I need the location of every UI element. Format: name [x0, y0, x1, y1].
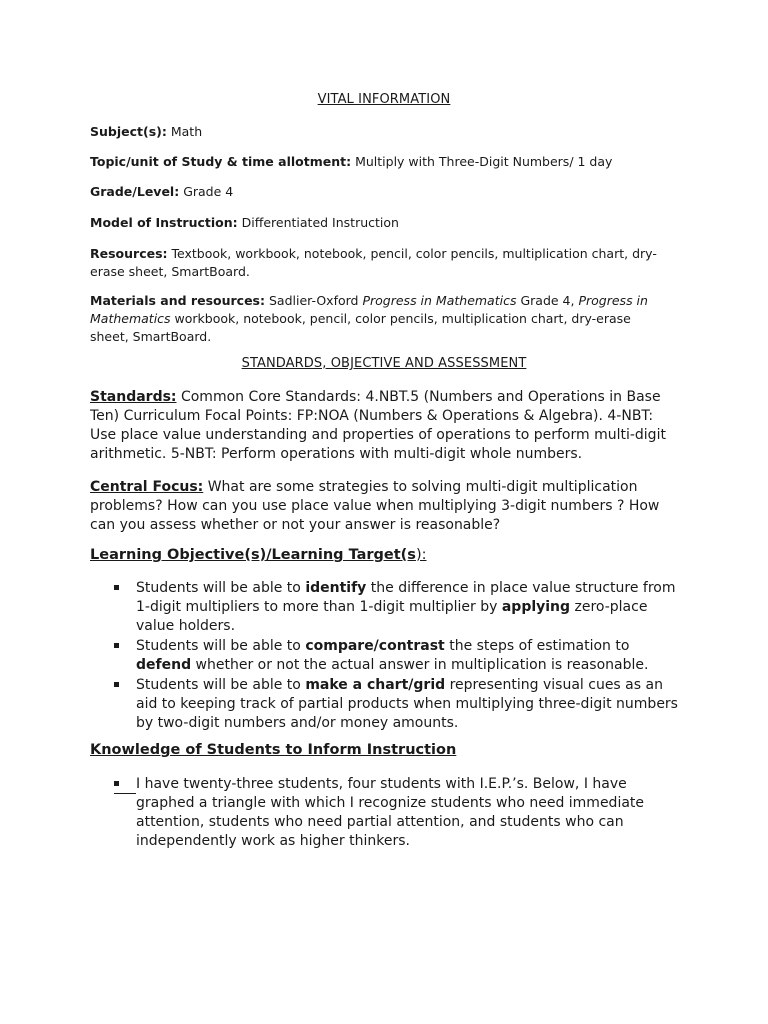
materials-text-2: Grade 4,: [520, 293, 575, 308]
central-focus-text: What are some strategies to solving multi-digit multiplication problems? How can you use place value when multiplying 3-digit numbers ? How can you assess whether or not your answer is reasonable?: [90, 479, 660, 533]
materials-book-title-2: Progress in Mathematics: [90, 293, 648, 326]
topic-line: [90, 153, 670, 171]
grade-line: [90, 183, 670, 201]
objective-keyword: defend: [136, 657, 192, 673]
list-item: [90, 676, 680, 733]
materials-label: Materials and resources:: [90, 293, 265, 308]
objective-text: Students will be able to: [136, 677, 306, 693]
resources-line: [90, 245, 670, 281]
objective-text: Students will be able to: [136, 638, 306, 654]
knowledge-text: I have twenty-three students, four students with I.E.P.’s. Below, I have graphed a triangle with which I recognize students who need immediate attention, students who need partial attention, and students who can independently work as higher thinkers.: [136, 776, 645, 849]
square-bullet-icon: [114, 682, 119, 687]
central-focus-paragraph: [90, 478, 672, 535]
standards-paragraph: [90, 388, 672, 464]
knowledge-of-students-heading: Knowledge of Students to Inform Instruction: [90, 742, 457, 758]
objective-keyword: identify: [305, 580, 367, 596]
list-item: [90, 637, 680, 675]
materials-book-title-1: Progress in Mathematics: [362, 293, 517, 308]
subject-label: Subject(s):: [90, 124, 167, 139]
materials-line: [90, 292, 670, 346]
square-bullet-icon: [114, 643, 119, 648]
model-line: [90, 214, 670, 232]
objective-text: zero-place value holders.: [136, 599, 648, 634]
objective-keyword: compare/contrast: [305, 638, 445, 654]
objective-keyword: applying: [501, 599, 571, 615]
objective-text: representing visual cues as an aid to keeping track of partial products when multiplying three-digit numbers by two-digit numbers and/or money amounts.: [136, 677, 678, 731]
resources-value: Textbook, workbook, notebook, pencil, color pencils, multiplication chart, dry-erase sheet, SmartBoard.: [90, 246, 657, 279]
standards-label: Standards:: [90, 389, 177, 405]
list-item: [90, 775, 680, 851]
learning-objectives-heading-text: Learning Objective(s)/Learning Target(s: [90, 547, 416, 563]
resources-label: Resources:: [90, 246, 168, 261]
topic-label: Topic/unit of Study & time allotment:: [90, 154, 352, 169]
square-bullet-icon: [114, 775, 136, 794]
topic-value: Multiply with Three-Digit Numbers/ 1 day: [355, 154, 613, 169]
objective-text: the difference in place value structure from 1-digit multipliers to more than 1-digit multiplier by: [136, 580, 676, 615]
materials-text-1: Sadlier-Oxford: [268, 293, 359, 308]
standards-section-title: STANDARDS, OBJECTIVE AND ASSESSMENT: [241, 356, 527, 371]
objective-text: whether or not the actual answer in multiplication is reasonable.: [191, 657, 649, 673]
objective-text: Students will be able to: [136, 580, 306, 596]
grade-value: Grade 4: [183, 184, 234, 199]
learning-objectives-heading: [90, 547, 427, 563]
list-item: [90, 579, 680, 636]
objective-text: the steps of estimation to: [444, 638, 630, 654]
model-value: Differentiated Instruction: [241, 215, 399, 230]
learning-objectives-list: [90, 579, 680, 734]
vital-information-title: VITAL INFORMATION: [317, 92, 451, 107]
subject-line: [90, 123, 670, 141]
standards-text: Common Core Standards: 4.NBT.5 (Numbers and Operations in Base Ten) Curriculum Focal Points: FP:NOA (Numbers & Operations & Algebra). 4-NBT: Use place value understanding and properties of operations to perform multi-digit arithmetic. 5-NBT: Perform operations with multi-digit whole numbers.: [90, 389, 666, 462]
knowledge-list: [90, 775, 680, 851]
model-label: Model of Instruction:: [90, 215, 238, 230]
materials-text-3: workbook, notebook, pencil, color pencils, multiplication chart, dry-erase sheet, SmartBoard.: [90, 311, 631, 344]
square-bullet-icon: [114, 585, 119, 590]
central-focus-label: Central Focus:: [90, 479, 204, 495]
objective-keyword: make a chart/grid: [305, 677, 446, 693]
learning-objectives-heading-end: ):: [415, 547, 427, 563]
subject-value: Math: [170, 124, 203, 139]
grade-label: Grade/Level:: [90, 184, 180, 199]
